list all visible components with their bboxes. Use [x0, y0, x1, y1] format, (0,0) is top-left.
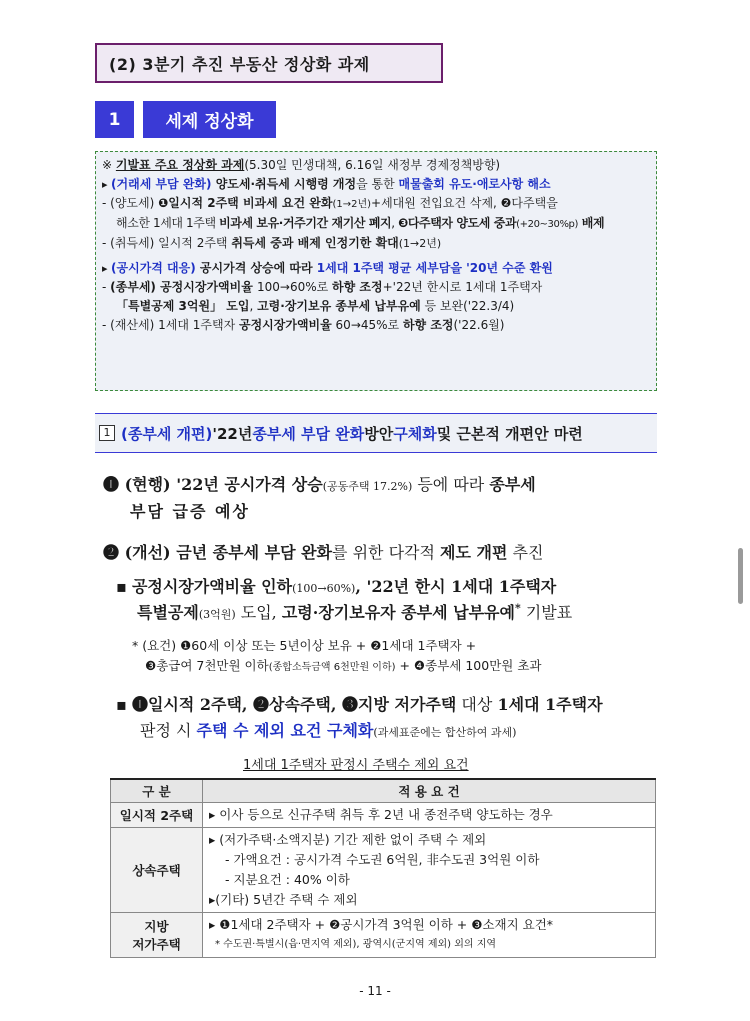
table-header-category: 구 분	[111, 779, 203, 803]
paragraph-1-line-2: 부담 급증 예상	[130, 502, 250, 521]
bullet-1-line-1: ▪ 공정시장가액비율 인하(100→60%), '22년 한시 1세대 1주택자	[116, 577, 557, 596]
requirements-table	[110, 778, 656, 958]
bullet-2-line-1: ▪ ❶일시적 2주택, ❷상속주택, ❸지방 저가주택 대상 1세대 1주택자	[116, 695, 603, 714]
box-line-8: 「특별공제 3억원」 도입, 고령·장기보유 종부세 납부유예 등 보완('22.3/4)	[116, 299, 515, 313]
bullet-1-note-2: ❸총급여 7천만원 이하(종합소득금액 6천만원 이하) + ❹종부세 100만원 초과	[145, 658, 542, 673]
table-cell-requirements: ▸ ❶1세대 2주택자 + ❷공시가격 3억원 이하 + ❸소재지 요건* * 수도권·특별시(읍·면지역 제외), 광역시(군지역 제외) 외의 지역	[203, 913, 656, 958]
scrollbar-thumb[interactable]	[738, 548, 743, 604]
subsection-number: 1	[99, 425, 115, 441]
table-caption: 1세대 1주택자 판정시 주택수 제외 요건	[243, 758, 469, 773]
page-number: - 11 -	[359, 984, 391, 998]
summary-box	[95, 151, 657, 391]
table-header-row	[111, 779, 656, 803]
section-title: (2) 3분기 추진 부동산 정상화 과제	[95, 43, 443, 83]
paragraph-2: ❷ (개선) 금년 종부세 부담 완화를 위한 다각적 제도 개편 추진	[103, 543, 544, 562]
table-row	[111, 913, 656, 958]
bullet-1-note-1: * (요건) ❶60세 이상 또는 5년이상 보유 + ❷1세대 1주택자 +	[132, 638, 477, 653]
table-cell-requirements: ▸ 이사 등으로 신규주택 취득 후 2년 내 종전주택 양도하는 경우	[203, 803, 656, 828]
bullet-1-line-2: 특별공제(3억원) 도입, 고령·장기보유자 종부세 납부유예* 기발표	[137, 601, 573, 622]
table-cell-category: 지방 저가주택	[111, 913, 203, 958]
table-header-requirements: 적 용 요 건	[203, 779, 656, 803]
table-row	[111, 828, 656, 913]
table-cell-requirements: ▸ (저가주택·소액지분) 기간 제한 없이 주택 수 제외 - 가액요건 : 공시가격 수도권 6억원, 非수도권 3억원 이하 - 지분요건 : 40% 이하 ▸(기타) 5년간 주택 수 제외	[203, 828, 656, 913]
subsection-heading: 1 (종부세 개편) '22년 종부세 부담 완화 방안 구체화 및 근본적 개편안 마련	[95, 413, 657, 453]
heading-number: 1	[95, 101, 134, 138]
box-line-9: - (재산세) 1세대 1주택자 공정시장가액비율 60→45%로 하향 조정('22.6월)	[102, 318, 505, 332]
box-line-1: ※ 기발표 주요 정상화 과제(5.30일 민생대책, 6.16일 새정부 경제정책방향)	[102, 158, 501, 172]
table-row	[111, 803, 656, 828]
box-line-7: - (종부세) 공정시장가액비율 100→60%로 하향 조정+'22년 한시로 1세대 1주택자	[102, 280, 543, 294]
table-cell-category: 일시적 2주택	[111, 803, 203, 828]
bullet-2-line-2: 판정 시 주택 수 제외 요건 구체화(과세표준에는 합산하여 과세)	[140, 721, 517, 740]
box-line-6: ▸ (공시가격 대응) 공시가격 상승에 따라 1세대 1주택 평균 세부담을 '20년 수준 환원	[102, 261, 553, 275]
box-line-3: - (양도세) ❶일시적 2주택 비과세 요건 완화(1→2년)+세대원 전입요건 삭제, ❷다주택을	[102, 196, 558, 210]
box-line-4: 해소한 1세대 1주택 비과세 보유·거주기간 재기산 폐지, ❸다주택자 양도세 중과(+20~30%p) 배제	[116, 216, 605, 230]
paragraph-1-line-1: ❶ (현행) '22년 공시가격 상승(공동주택 17.2%) 등에 따라 종부세	[103, 475, 536, 494]
box-line-5: - (취득세) 일시적 2주택 취득세 중과 배제 인정기한 확대(1→2년)	[102, 236, 442, 250]
heading-title: 세제 정상화	[143, 101, 276, 138]
table-cell-category: 상속주택	[111, 828, 203, 913]
box-line-2: ▸ (거래세 부담 완화) 양도세·취득세 시행령 개정을 통한 매물출회 유도·애로사항 해소	[102, 177, 551, 191]
